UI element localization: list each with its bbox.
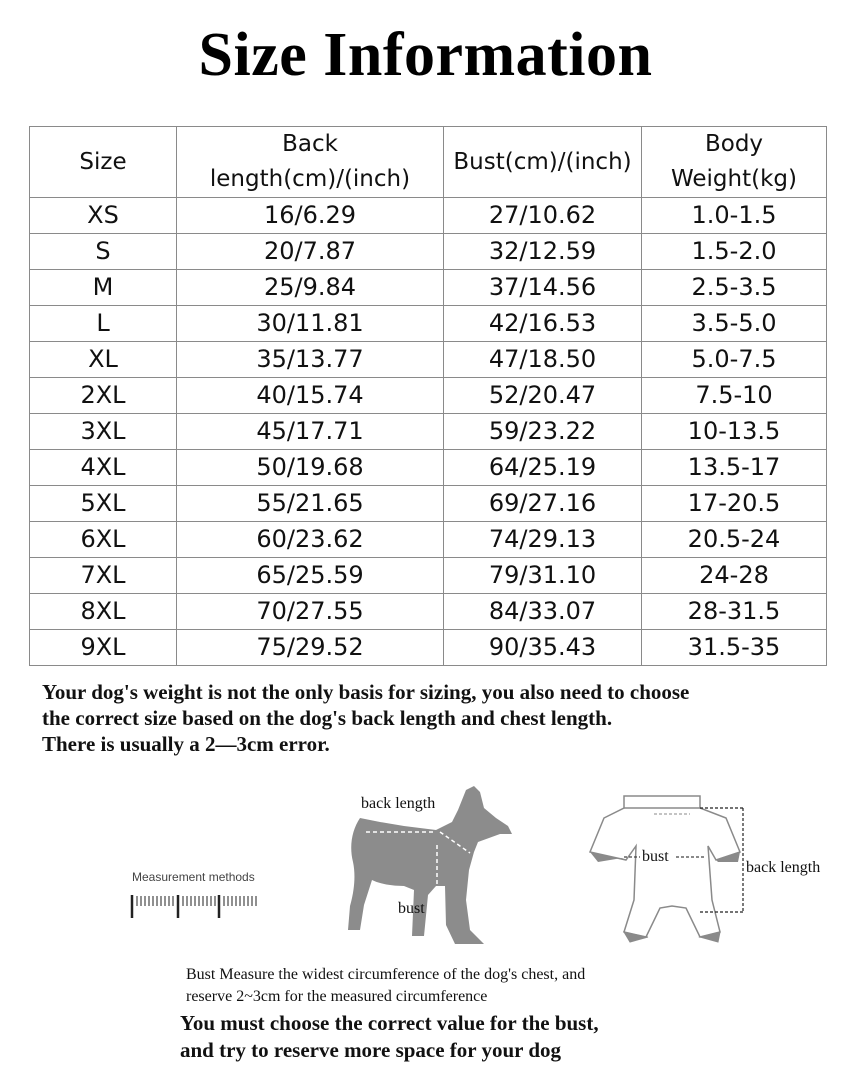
cell-bust: 69/27.16 bbox=[444, 486, 642, 522]
cell-back-length: 55/21.65 bbox=[177, 486, 444, 522]
cell-weight: 10-13.5 bbox=[642, 414, 827, 450]
cell-back-length: 75/29.52 bbox=[177, 630, 444, 666]
cell-back-length: 40/15.74 bbox=[177, 378, 444, 414]
cell-size: 7XL bbox=[30, 558, 177, 594]
cell-size: XL bbox=[30, 342, 177, 378]
bust-warning bbox=[180, 1010, 800, 1064]
table-row bbox=[30, 450, 827, 486]
table-row bbox=[30, 234, 827, 270]
measurement-diagram bbox=[0, 770, 851, 965]
shirt-back-length-label: back length bbox=[746, 859, 821, 876]
cell-size: 6XL bbox=[30, 522, 177, 558]
table-row bbox=[30, 342, 827, 378]
cell-back-length: 35/13.77 bbox=[177, 342, 444, 378]
bust-warning-line: and try to reserve more space for your dog bbox=[180, 1038, 562, 1062]
bust-instruction bbox=[186, 964, 746, 1008]
cell-bust: 84/33.07 bbox=[444, 594, 642, 630]
cell-size: 3XL bbox=[30, 414, 177, 450]
cell-weight: 24-28 bbox=[642, 558, 827, 594]
cell-bust: 64/25.19 bbox=[444, 450, 642, 486]
table-row bbox=[30, 270, 827, 306]
table-row bbox=[30, 486, 827, 522]
note-line: Your dog's weight is not the only basis for sizing, you also need to choose bbox=[42, 680, 690, 704]
cell-weight: 20.5-24 bbox=[642, 522, 827, 558]
cell-size: 9XL bbox=[30, 630, 177, 666]
cell-weight: 1.0-1.5 bbox=[642, 198, 827, 234]
cell-back-length: 70/27.55 bbox=[177, 594, 444, 630]
cell-size: L bbox=[30, 306, 177, 342]
cell-back-length: 30/11.81 bbox=[177, 306, 444, 342]
cell-back-length: 20/7.87 bbox=[177, 234, 444, 270]
shirt-bust-label: bust bbox=[642, 848, 669, 865]
cell-weight: 28-31.5 bbox=[642, 594, 827, 630]
cell-size: 2XL bbox=[30, 378, 177, 414]
table-row bbox=[30, 558, 827, 594]
cell-weight: 1.5-2.0 bbox=[642, 234, 827, 270]
header-body-weight: Body Weight(kg) bbox=[642, 127, 827, 198]
cell-back-length: 16/6.29 bbox=[177, 198, 444, 234]
cell-bust: 74/29.13 bbox=[444, 522, 642, 558]
cell-weight: 13.5-17 bbox=[642, 450, 827, 486]
measurement-methods-label: Measurement methods bbox=[132, 870, 255, 884]
cell-bust: 52/20.47 bbox=[444, 378, 642, 414]
dog-shirt-icon bbox=[590, 796, 740, 937]
table-header-row bbox=[30, 127, 827, 198]
cell-weight: 7.5-10 bbox=[642, 378, 827, 414]
cell-bust: 42/16.53 bbox=[444, 306, 642, 342]
cell-bust: 37/14.56 bbox=[444, 270, 642, 306]
header-bust: Bust(cm)/(inch) bbox=[444, 127, 642, 198]
cell-weight: 31.5-35 bbox=[642, 630, 827, 666]
cell-bust: 32/12.59 bbox=[444, 234, 642, 270]
bust-instruction-line: Bust Measure the widest circumference of the dog's chest, and bbox=[186, 966, 586, 983]
bust-instruction-line: reserve 2~3cm for the measured circumference bbox=[186, 988, 488, 1005]
page-title: Size Information bbox=[198, 21, 653, 89]
ruler-icon bbox=[132, 895, 256, 918]
note-line: There is usually a 2—3cm error. bbox=[42, 732, 330, 756]
dog-bust-label: bust bbox=[398, 900, 425, 917]
cell-bust: 59/23.22 bbox=[444, 414, 642, 450]
cell-bust: 90/35.43 bbox=[444, 630, 642, 666]
cell-weight: 3.5-5.0 bbox=[642, 306, 827, 342]
cell-size: M bbox=[30, 270, 177, 306]
cell-bust: 47/18.50 bbox=[444, 342, 642, 378]
cell-size: XS bbox=[30, 198, 177, 234]
table-row bbox=[30, 594, 827, 630]
cell-weight: 5.0-7.5 bbox=[642, 342, 827, 378]
cell-size: 5XL bbox=[30, 486, 177, 522]
table-row bbox=[30, 378, 827, 414]
header-size: Size bbox=[30, 127, 177, 198]
table-row bbox=[30, 306, 827, 342]
table-row bbox=[30, 630, 827, 666]
cell-weight: 17-20.5 bbox=[642, 486, 827, 522]
table-row bbox=[30, 414, 827, 450]
cell-back-length: 45/17.71 bbox=[177, 414, 444, 450]
cell-back-length: 25/9.84 bbox=[177, 270, 444, 306]
cell-bust: 79/31.10 bbox=[444, 558, 642, 594]
cell-size: 4XL bbox=[30, 450, 177, 486]
size-table bbox=[29, 126, 827, 666]
cell-bust: 27/10.62 bbox=[444, 198, 642, 234]
header-back-length: Back length(cm)/(inch) bbox=[177, 127, 444, 198]
note-line: the correct size based on the dog's back length and chest length. bbox=[42, 706, 613, 730]
cell-back-length: 50/19.68 bbox=[177, 450, 444, 486]
table-row bbox=[30, 198, 827, 234]
dog-back-length-label: back length bbox=[361, 795, 436, 812]
cell-size: S bbox=[30, 234, 177, 270]
cell-back-length: 60/23.62 bbox=[177, 522, 444, 558]
cell-weight: 2.5-3.5 bbox=[642, 270, 827, 306]
cell-back-length: 65/25.59 bbox=[177, 558, 444, 594]
sizing-note bbox=[42, 679, 832, 757]
table-row bbox=[30, 522, 827, 558]
cell-size: 8XL bbox=[30, 594, 177, 630]
bust-warning-line: You must choose the correct value for the bust, bbox=[180, 1011, 599, 1035]
